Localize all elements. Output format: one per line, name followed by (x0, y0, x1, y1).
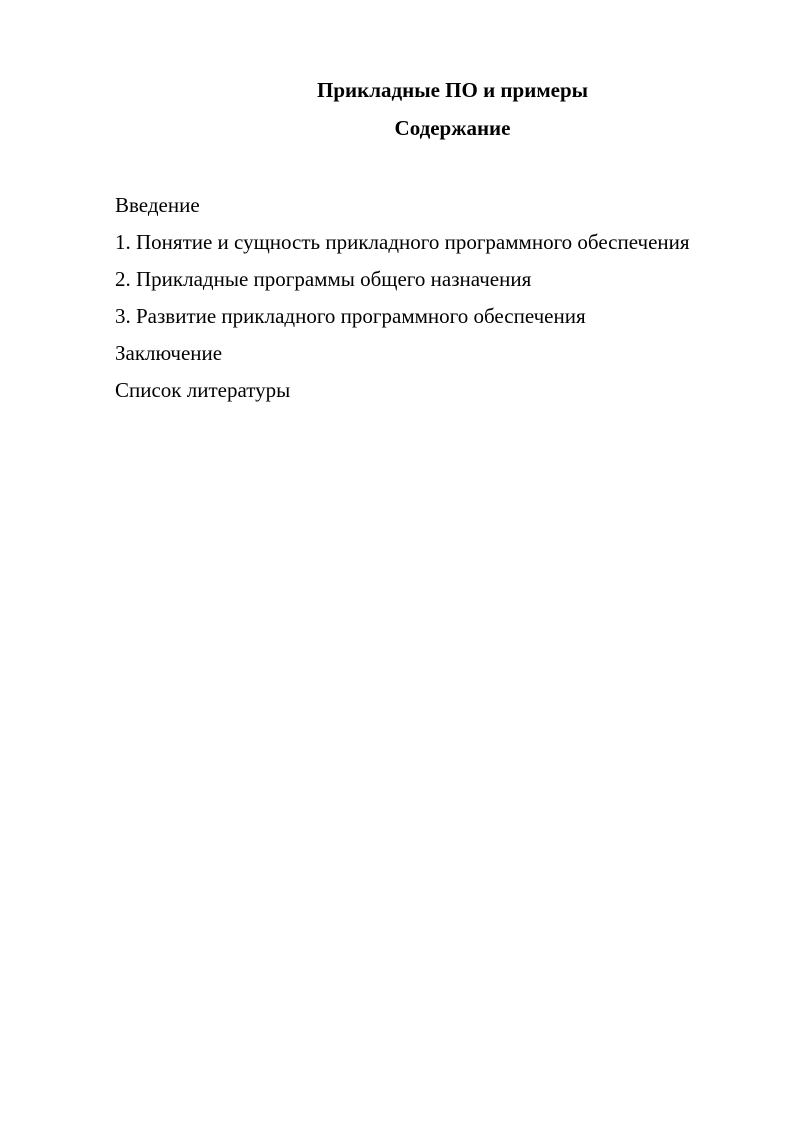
document-title: Прикладные ПО и примеры (316, 78, 589, 102)
toc-item-conclusion: Заключение (115, 341, 223, 365)
toc-item-introduction: Введение (115, 193, 200, 217)
toc-item-chapter-1: 1. Понятие и сущность прикладного программного обеспечения (115, 230, 690, 254)
toc-item-chapter-3: 3. Развитие прикладного программного обеспечения (115, 304, 586, 328)
toc-item-chapter-2: 2. Прикладные программы общего назначения (115, 267, 532, 291)
toc-item-references: Список литературы (115, 378, 291, 402)
table-of-contents (115, 187, 690, 409)
toc-heading: Содержание (394, 116, 511, 140)
